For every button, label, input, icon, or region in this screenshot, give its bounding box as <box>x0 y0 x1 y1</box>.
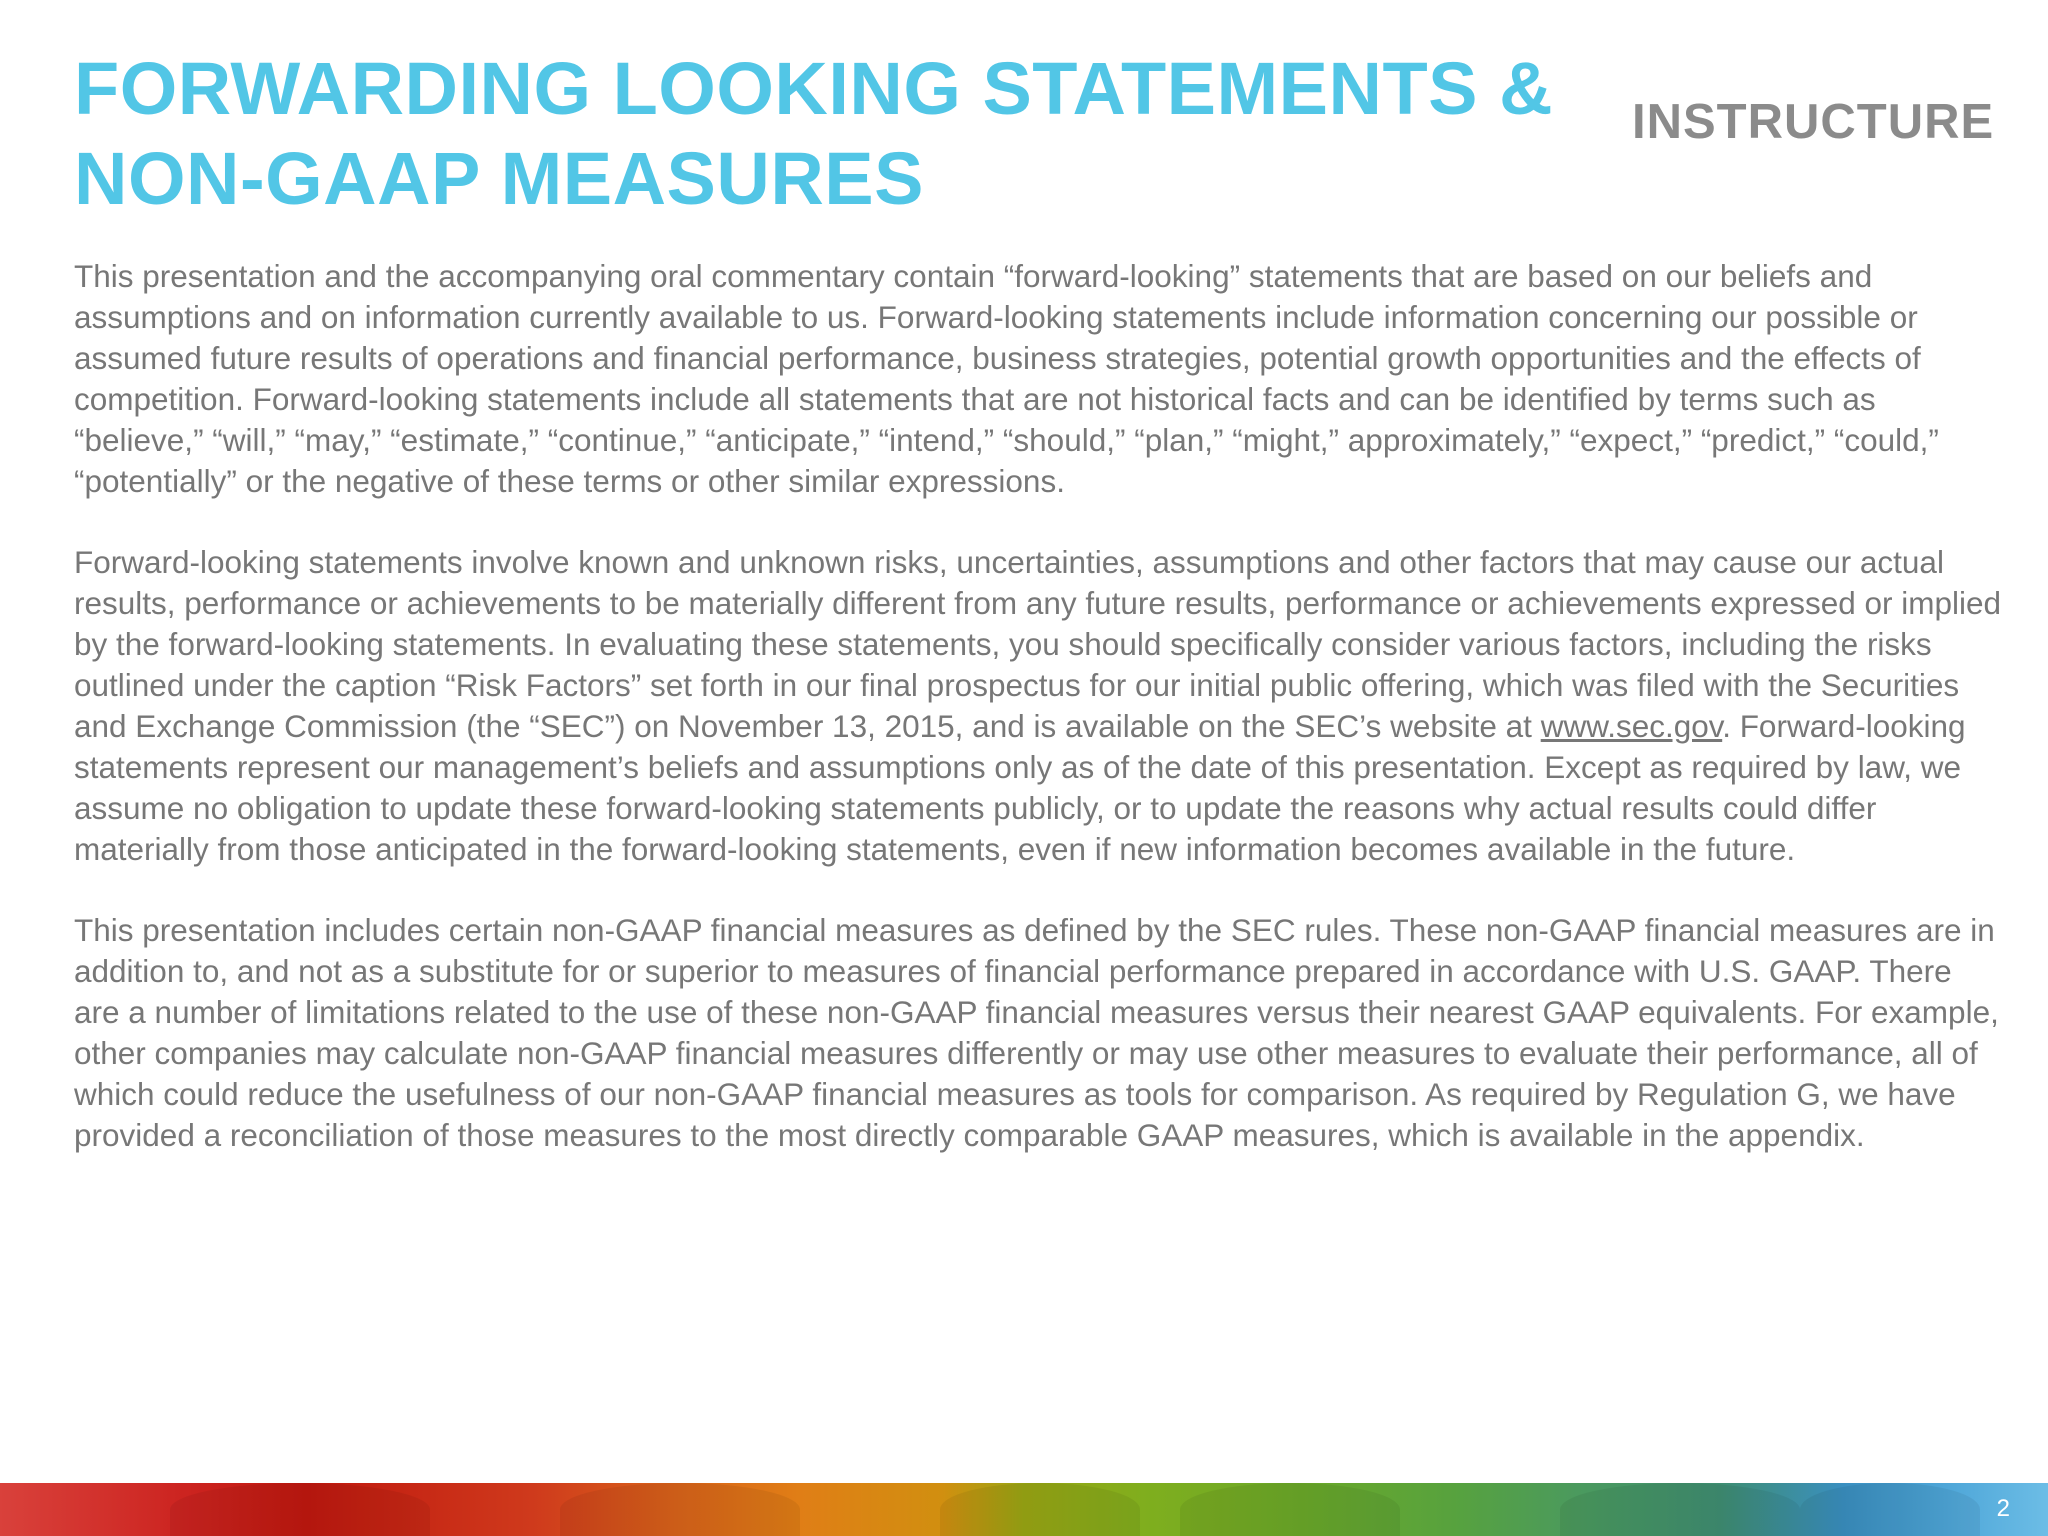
non-gaap-paragraph: This presentation includes certain non-GAAP financial measures as defined by the SEC rules. These non-GAAP financial measures are in addition to, and not as a substitute for or superior to measures of financial performance prepared in accordance with U.S. GAAP. There are a number of limitations related to the use of these non-GAAP financial measures versus their nearest GAAP equivalents. For example, other companies may calculate non-GAAP financial measures differently or may use other measures to evaluate their performance, all of which could reduce the usefulness of our non-GAAP financial measures as tools for comparison. As required by Regulation G, we have provided a reconciliation of those measures to the most directly comparable GAAP measures, which is available in the appendix. <box>74 912 1999 1153</box>
risk-factors-paragraph <box>74 542 2004 870</box>
forward-looking-paragraph: This presentation and the accompanying oral commentary contain “forward-looking” statements that are based on our beliefs and assumptions and on information currently available to us. Forward-looking statements include information concerning our possible or assumed future results of operations and financial performance, business strategies, potential growth opportunities and the effects of competition. Forward-looking statements include all statements that are not historical facts and can be identified by terms such as “believe,” “will,” “may,” “estimate,” “continue,” “anticipate,” “intend,” “should,” “plan,” “might,” approximately,” “expect,” “predict,” “could,” “potentially” or the negative of these terms or other similar expressions. <box>74 258 1939 499</box>
slide-title-line-1: FORWARDING LOOKING STATEMENTS & <box>74 47 1554 130</box>
sec-website-link[interactable]: www.sec.gov <box>1540 708 1723 744</box>
slide-title-line-2: NON-GAAP MEASURES <box>74 137 924 220</box>
slide-title <box>74 44 1574 224</box>
risk-factors-text-end: . Forward-looking statements represent our management’s beliefs and assumptions only as of the date of this presentation. Except as required by law, we assume no obligation to update these forward-looking statements publicly, or to update the reasons why actual results could differ materially from those anticipated in the forward-looking statements, even if new information becomes available in the future. <box>74 708 1966 867</box>
footer-color-band <box>0 1483 2048 1536</box>
instructure-logo: INSTRUCTURE <box>1632 95 1995 149</box>
page-number: 2 <box>1996 1495 2010 1522</box>
risk-factors-text-start: Forward-looking statements involve known and unknown risks, uncertainties, assumptions and other factors that may cause our actual results, performance or achievements to be materially different from any future results, performance or achievements expressed or implied by the forward-looking statements. In evaluating these statements, you should specifically consider various factors, including the risks outlined under the caption “Risk Factors” set forth in our final prospectus for our initial public offering, which was filed with the Securities and Exchange Commission (the “SEC”) on November 13, 2015, and is available on the SEC’s website at <box>74 544 2002 744</box>
slide-body <box>74 256 2004 1156</box>
